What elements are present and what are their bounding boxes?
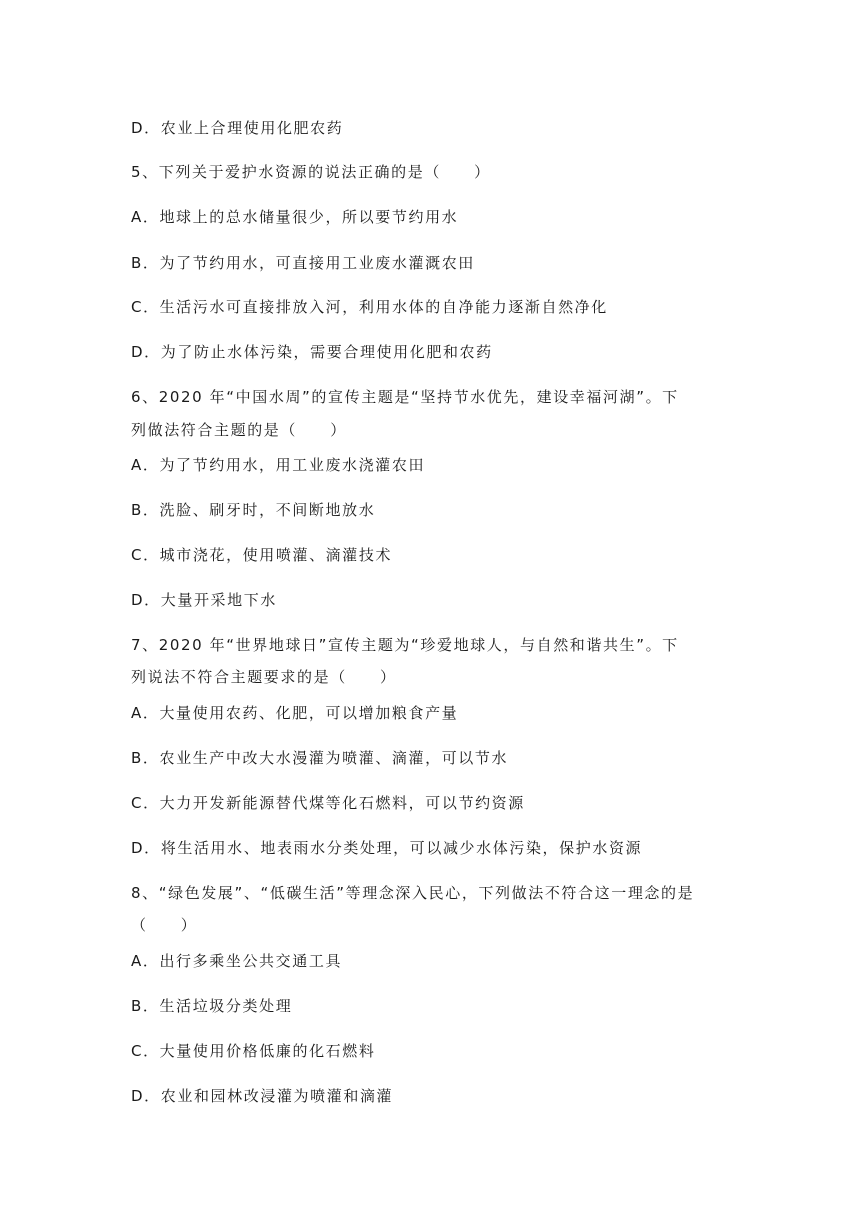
q7-stem-line2: 列说法不符合主题要求的是（ ）	[131, 668, 397, 686]
q8-option-a: A．出行多乘坐公共交通工具	[131, 952, 343, 970]
q6-option-a: A．为了节约用水，用工业废水浇灌农田	[131, 456, 426, 474]
q5-option-a: A．地球上的总水储量很少，所以要节约用水	[131, 208, 459, 226]
q5-stem: 5、下列关于爱护水资源的说法正确的是（ ）	[131, 163, 491, 181]
q8-stem-line1: 8、“绿色发展”、“低碳生活”等理念深入民心，下列做法不符合这一理念的是	[131, 884, 695, 902]
q7-option-c: C．大力开发新能源替代煤等化石燃料，可以节约资源	[131, 794, 525, 812]
q6-option-d: D．大量开采地下水	[131, 591, 277, 609]
q6-stem-line2: 列做法符合主题的是（ ）	[131, 421, 347, 439]
q5-option-d: D．为了防止水体污染，需要合理使用化肥和农药	[131, 343, 493, 361]
q6-stem-line1: 6、2020 年“中国水周”的宣传主题是“坚持节水优先，建设幸福河湖”。下	[131, 388, 679, 406]
q7-option-a: A．大量使用农药、化肥，可以增加粮食产量	[131, 704, 459, 722]
q8-option-b: B．生活垃圾分类处理	[131, 997, 293, 1015]
q5-option-b: B．为了节约用水，可直接用工业废水灌溉农田	[131, 254, 475, 272]
q7-stem-line1: 7、2020 年“世界地球日”宣传主题为“珍爱地球人，与自然和谐共生”。下	[131, 636, 679, 654]
q4-option-d: D．农业上合理使用化肥农药	[131, 119, 344, 137]
q6-option-b: B．洗脸、刷牙时，不间断地放水	[131, 501, 376, 519]
q5-option-c: C．生活污水可直接排放入河，利用水体的自净能力逐渐自然净化	[131, 298, 608, 316]
q7-option-b: B．农业生产中改大水漫灌为喷灌、滴灌，可以节水	[131, 749, 509, 767]
q8-option-c: C．大量使用价格低廉的化石燃料	[131, 1042, 376, 1060]
q7-option-d: D．将生活用水、地表雨水分类处理，可以减少水体污染，保护水资源	[131, 839, 643, 857]
q8-stem-line2: （ ）	[131, 916, 198, 934]
q6-option-c: C．城市浇花，使用喷灌、滴灌技术	[131, 546, 393, 564]
q8-option-d: D．农业和园林改浸灌为喷灌和滴灌	[131, 1087, 394, 1105]
